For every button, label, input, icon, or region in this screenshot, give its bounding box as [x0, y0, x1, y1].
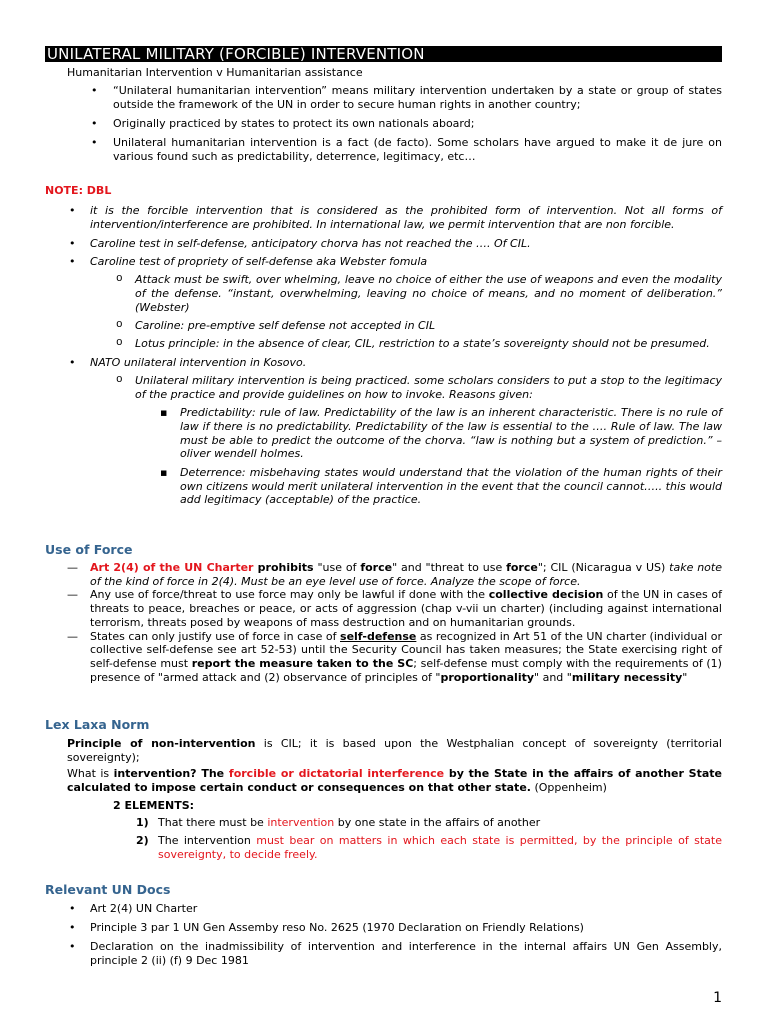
element-item [45, 816, 722, 830]
text-run: must bear on matters in which each state is permitted, by the principle of state sovereignty, to decide freely. [158, 834, 722, 861]
square-bullet-icon: ▪ [160, 406, 168, 420]
note-subitem-text: Caroline: pre-emptive self defense not accepted in CIL [135, 319, 436, 333]
doc-list-item [45, 940, 722, 968]
circle-bullet-icon: o [116, 273, 123, 286]
text-run: "; CIL (Nicaragua v US) [537, 561, 670, 574]
section-heading: Relevant UN Docs [45, 882, 171, 897]
note-section [45, 184, 722, 507]
definition-paragraph [45, 767, 722, 795]
note-reason-text: Predictability: rule of law. Predictability of the law is an inherent characteristic. There is no rule of law if there is no predictability. Predictability of the law is essential to the …. Rule of law. The law must be able to predict the outcome of the chorva. “law is nothing but a system of prediction.” – oliver wendell holmes. [180, 406, 722, 461]
element-number: 1) [136, 816, 149, 829]
bullet-icon: • [91, 136, 98, 149]
doc-list-text: Principle 3 par 1 UN Gen Assemby reso No. 2625 (1970 Declaration on Friendly Relations) [90, 921, 584, 934]
principle-paragraph [45, 737, 722, 765]
note-item [45, 356, 722, 370]
elements-label: 2 ELEMENTS: [113, 799, 195, 812]
intro-bullet-item [45, 117, 722, 131]
text-run: take note of the kind of force in 2(4). Must be an eye level use of force. Analyze the scope of force. [90, 561, 722, 588]
text-run: Principle of non-intervention [67, 737, 256, 750]
bullet-icon: • [69, 236, 76, 250]
doc-list-item [45, 921, 722, 935]
note-label: NOTE: DBL [45, 184, 112, 197]
text-run: intervention? The [113, 767, 229, 780]
note-item-text: it is the forcible intervention that is considered as the prohibited form of intervention. Not all forms of intervention/interference are prohibited. In international law, we permit intervention that are non forcible. [90, 204, 722, 231]
text-run: ; self-defense must comply with the requirements of (1) presence of "armed attack and (2) observance of principles of " [90, 656, 722, 684]
text-run: " [682, 670, 688, 684]
text-run: force [360, 561, 393, 574]
bullet-icon: • [69, 254, 76, 268]
page-number: 1 [713, 990, 722, 1006]
note-subitem-text: Attack must be swift, over whelming, leave no choice of either the use of weapons and even the modality of the defense. “instant, overwhelming, leaving no choice of means, and no moment of deliberation.” (Webster) [135, 273, 722, 314]
text-run: collective decision [488, 588, 604, 602]
use-of-force-item [45, 588, 722, 629]
text-run: forcible or dictatorial interference [228, 767, 445, 780]
text-run: force [506, 561, 538, 574]
text-run: by the State in the affairs of another State calculated to impose certain conduct or consequences on that other state. [67, 767, 723, 794]
text-run: by one state in the affairs of another [334, 816, 541, 829]
note-subitem-text: Unilateral military intervention is being practiced. some scholars considers to put a stop to the legitimacy of the practice and provide guidelines on how to invoke. Reasons given: [135, 373, 722, 401]
text-run: report the measure taken to the SC [191, 656, 414, 670]
intro-bullet-text: Unilateral humanitarian intervention is a fact (de facto). Some scholars have argued to make it de jure on various found such as predictability, deterrence, legitimacy, etc… [113, 136, 722, 163]
intro-bullet-text: Originally practiced by states to protect its own nationals aboard; [113, 117, 475, 130]
text-run: military necessity [571, 670, 683, 684]
dash-bullet-icon: — [67, 588, 78, 602]
doc-list-item [45, 902, 722, 916]
bullet-icon: • [69, 902, 76, 915]
note-reason-text: Deterrence: misbehaving states would understand that the violation of the human rights of their own citizens would merit unilateral intervention in the event that the council cannot….. this would add legitimacy (acceptable) of the practice. [180, 465, 722, 507]
note-reason-item [45, 406, 722, 461]
note-reason-item [45, 466, 722, 507]
bullet-icon: • [69, 204, 76, 217]
note-subitem [45, 273, 722, 314]
intro-bullet-item [45, 136, 722, 164]
text-run: The intervention [158, 834, 257, 847]
note-subitem-text: Lotus principle: in the absence of clear, CIL, restriction to a state’s sovereignty should not be presumed. [135, 337, 710, 351]
use-of-force-section [45, 542, 722, 684]
intro-subtitle: Humanitarian Intervention v Humanitarian assistance [67, 66, 363, 79]
bullet-icon: • [69, 355, 76, 369]
section-heading: Lex Laxa Norm [45, 717, 150, 732]
text-run: of the UN in cases of threats to peace, breaches or peace, or acts of aggression (chap v-vii un charter) (including against international terrorism, threats posed by weapons of mass destruction and on humanitarian grounds. [90, 588, 723, 629]
circle-bullet-icon: o [116, 337, 123, 350]
element-number: 2) [136, 834, 149, 847]
intro-bullet-text: “Unilateral humanitarian intervention” means military intervention undertaken by a state or group of states outside the framework of the UN in order to secure human rights in another country; [113, 84, 722, 111]
text-run: "use of [313, 561, 361, 574]
note-subitem [45, 319, 722, 333]
text-run: intervention [267, 816, 335, 829]
bullet-icon: • [91, 117, 98, 130]
use-of-force-item [45, 630, 722, 685]
note-item [45, 204, 722, 232]
dash-bullet-icon: — [67, 629, 78, 643]
doc-list-text: Declaration on the inadmissibility of intervention and interference in the internal affairs UN Gen Assembly, principle 2 (ii) (f) 9 Dec 1981 [90, 940, 722, 967]
text-run: proportionality [440, 670, 535, 684]
text-run: That there must be [158, 816, 268, 829]
text-run: " and " [534, 670, 572, 684]
text-run: States can only justify use of force in case of [90, 629, 341, 643]
note-item [45, 255, 722, 269]
bullet-icon: • [91, 84, 98, 97]
text-run: self-defense [340, 629, 417, 643]
note-item-text: NATO unilateral intervention in Kosovo. [90, 355, 307, 369]
dash-bullet-icon: — [67, 561, 78, 574]
text-run: prohibits [253, 561, 314, 574]
document-title: UNILATERAL MILITARY (FORCIBLE) INTERVENTION [47, 46, 425, 62]
intro-bullet-item [45, 84, 722, 112]
bullet-icon: • [69, 921, 76, 934]
square-bullet-icon: ▪ [160, 465, 168, 479]
use-of-force-item [45, 561, 722, 588]
intro-section [45, 66, 722, 164]
lex-laxa-norm-section [45, 717, 722, 862]
text-run: Any use of force/threat to use force may only be lawful if done with the [90, 588, 489, 602]
text-run: is CIL; it is based upon the Westphalian concept of sovereignty (territorial sovereignty); [67, 737, 722, 764]
doc-list-text: Art 2(4) UN Charter [90, 902, 198, 915]
text-run: What is [67, 767, 114, 780]
element-item [45, 834, 722, 862]
document-title-bar [45, 46, 722, 62]
text-run: " and "threat to use [392, 561, 507, 574]
text-run: as recognized in Art 51 of the UN charter (individual or collective self-defense see art 52-53) until the Security Council has taken measures; the State exercising right of self-defense must [90, 629, 722, 670]
section-heading: Use of Force [45, 542, 133, 557]
text-run: Art 2(4) of the UN Charter [90, 561, 254, 574]
circle-bullet-icon: o [116, 373, 123, 386]
note-subitem [45, 337, 722, 351]
note-subitem [45, 374, 722, 402]
note-item-text: Caroline test of propriety of self-defense aka Webster fomula [90, 254, 428, 268]
text-run: (Oppenheim) [530, 781, 607, 794]
circle-bullet-icon: o [116, 319, 123, 332]
bullet-icon: • [69, 940, 76, 953]
relevant-un-docs-section [45, 882, 722, 968]
note-item [45, 237, 722, 251]
note-item-text: Caroline test in self-defense, anticipatory chorva has not reached the …. Of CIL. [90, 236, 531, 250]
